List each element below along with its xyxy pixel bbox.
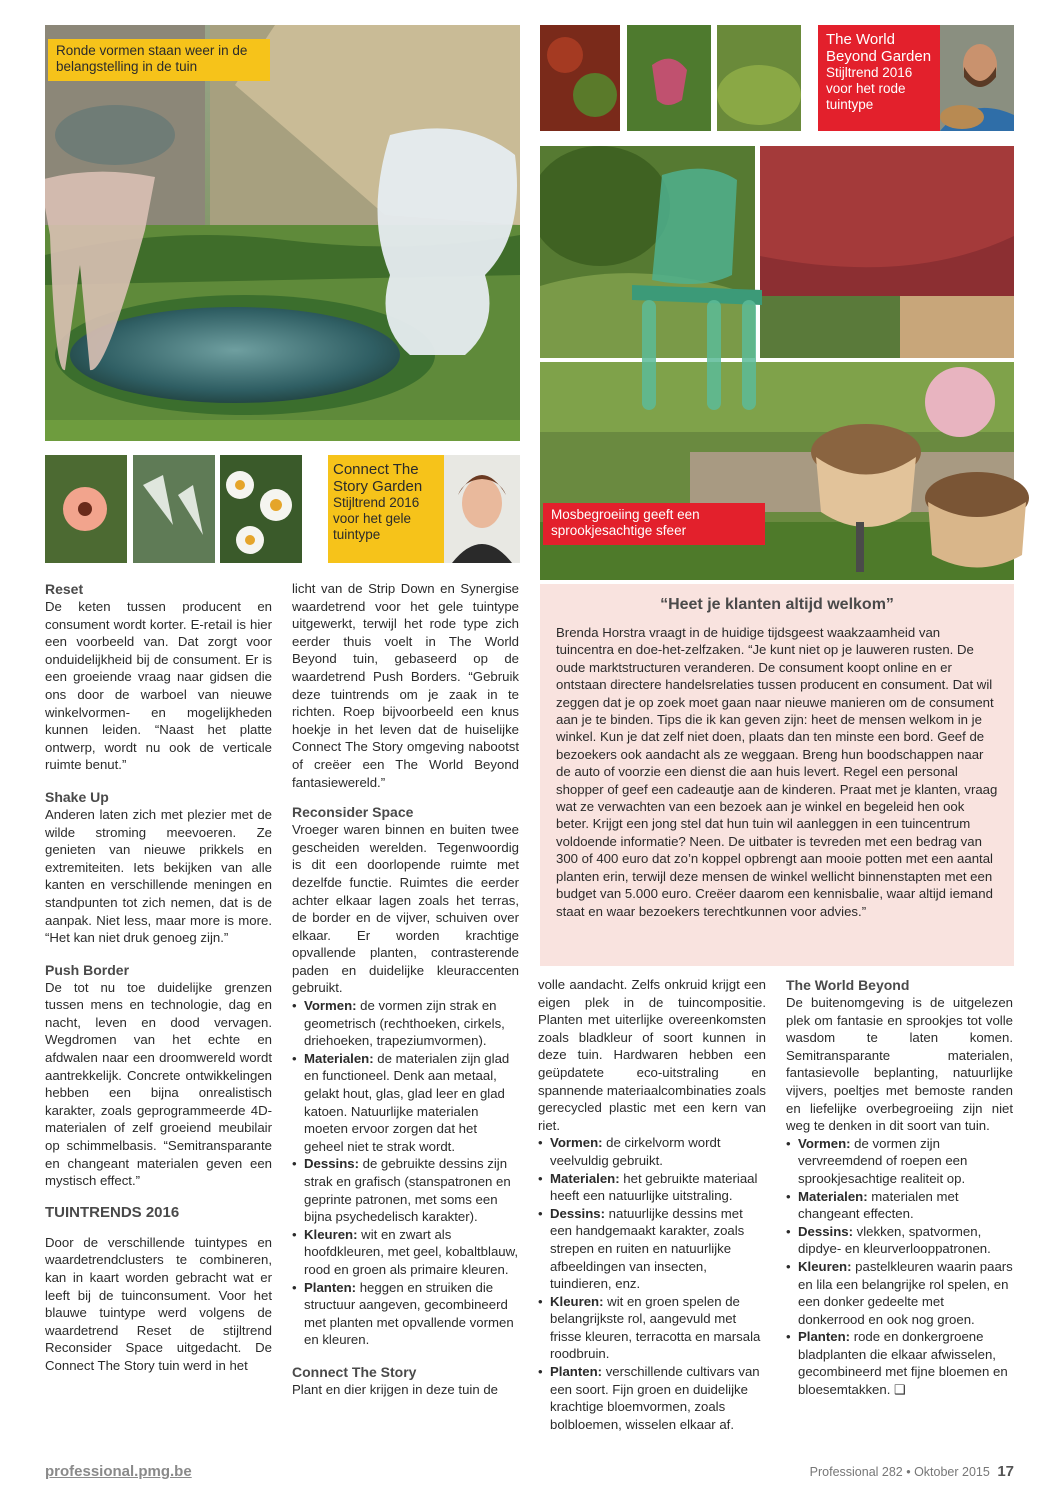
caption-round-shapes: Ronde vormen staan weer in de belangstelling in de tuin bbox=[48, 39, 270, 81]
list-item: • Materialen: de materialen zijn glad en functioneel. Denk aan metaal, gelakt hout, glas, glad leer en glad katoen. Natuurlijke materialen moeten ervoor zorgen dat het geheel niet te strak wordt. bbox=[292, 1050, 519, 1156]
connect-title: Connect The Story Garden bbox=[333, 461, 423, 495]
list-world-beyond bbox=[786, 1135, 1013, 1399]
list-item: • Vormen: de vormen zijn vervreemdend of roepen een sprookjesachtige realiteit op. bbox=[786, 1135, 1013, 1188]
para-col3-intro: volle aandacht. Zelfs onkruid krijgt een eigen plek in de tuincompositie. Planten met uiterlijke overeenkomsten zoals bladkleur of soort kunnen in deze tuin. Hardwaren hebben een geüpdatete eco-uitstraling en spannende materiaalcombinaties zoals gerecycled plastic met een kern van riet. bbox=[538, 977, 766, 1133]
heading-push-border: Push Border bbox=[45, 961, 130, 978]
heading-reset: Reset bbox=[45, 581, 84, 597]
column-1 bbox=[45, 580, 272, 1389]
flower-photo-white bbox=[133, 455, 215, 563]
list-reconsider-space bbox=[292, 997, 519, 1349]
portrait-woman bbox=[444, 455, 520, 563]
quote-title: “Heet je klanten altijd welkom” bbox=[660, 596, 894, 613]
heading-reconsider-space: Reconsider Space bbox=[292, 804, 414, 821]
flower-photo-daisies bbox=[220, 455, 302, 563]
footer-issue-text: Professional 282 • Oktober 2015 bbox=[809, 1465, 990, 1479]
list-item: • Vormen: de vormen zijn strak en geometrisch (rechthoeken, cirkels, driehoeken, trapeziumvormen). bbox=[292, 997, 519, 1050]
list-item: • Planten: rode en donkergroene bladplanten die elkaar afwisselen, gecombineerd met fijne bloemen en bloesemtakken. ❑ bbox=[786, 1328, 1013, 1398]
list-item: • Kleuren: pastelkleuren waarin paars en lila een belangrijke rol spelen, en een donker gedeelte met donkerrood en ook nog groen. bbox=[786, 1258, 1013, 1328]
para-push-border: De tot nu toe duidelijke grenzen tussen mens en technologie, dag en nacht, leven en dood vervagen. Wegdromen van het echte en afdwalen naar een droomwereld wordt aantrekkelijk. Concrete ontwikkelingen hebben een bijna onrealistisch karakter, zoals geprogrammeerde 4D-materialen of zelf groeiend meubilair op schimmelbasis. “Semitransparante en changeant materialen geven een mystisch effect.” bbox=[45, 979, 272, 1189]
para-world-beyond: De buitenomgeving is de uitgelezen plek om fantasie en sprookjes tot volle wasdom te laten komen. Semitransparante materialen, fantasievolle beplanting, natuurlijke vijvers, poeltjes met bemoste randen en liefelijke overbegroeiing zijn niet weg te denken in dit soort van tuin. bbox=[786, 995, 1013, 1134]
flower-photo-orange bbox=[45, 455, 127, 563]
para-col2-intro: licht van de Strip Down en Synergise waardetrend voor het gele tuintype uitgewerkt, terwijl het rode type zich eerder thuis voelt in The World Beyond tuin, gebaseerd op de waardetrend Push Borders. “Gebruik deze tuintrends om je zaak in te richten. Roep bijvoorbeeld een knus hoekje in het leven dat de huiselijke Connect The Story omgeving nabootst of creëer een The World Beyond fantasiewereld.” bbox=[292, 581, 519, 790]
column-4 bbox=[786, 976, 1013, 1407]
list-item: • Kleuren: wit en groen spelen de belangrijkste rol, aangevuld met frisse kleuren, terracotta en marsala roodbruin. bbox=[538, 1293, 766, 1363]
list-item: • Dessins: vlekken, spatvormen, dipdye- en kleurverlooppatronen. bbox=[786, 1223, 1013, 1258]
world-beyond-title: The World Beyond Garden bbox=[826, 31, 932, 65]
portrait-man-guitar bbox=[940, 25, 1014, 131]
fritillaria-photo bbox=[627, 25, 711, 131]
red-foliage-photo bbox=[540, 25, 620, 131]
para-connect-story: Plant en dier krijgen in deze tuin de bbox=[292, 1381, 499, 1397]
green-chair-image bbox=[612, 165, 782, 415]
footer-site-link[interactable]: professional.pmg.be bbox=[45, 1463, 192, 1480]
caption-connect-story bbox=[328, 455, 444, 563]
list-item: • Planten: heggen en struiken die structuur aangeven, gecombineerd met planten met opvallende vormen en kleuren. bbox=[292, 1279, 519, 1349]
heading-shake-up: Shake Up bbox=[45, 788, 109, 805]
mushroom-stool-image-2 bbox=[920, 470, 1034, 585]
quote-box bbox=[540, 584, 1014, 966]
connect-subtitle: Stijltrend 2016 voor het gele tuintype bbox=[333, 495, 420, 542]
list-item: • Materialen: het gebruikte materiaal heeft een natuurlijke uitstraling. bbox=[538, 1170, 766, 1205]
list-item: • Kleuren: wit en zwart als hoofdkleuren, met geel, kobaltblauw, rood en groen als primaire kleuren. bbox=[292, 1226, 519, 1279]
quote-body: Brenda Horstra vraagt in de huidige tijdsgeest waakzaamheid van tuincentra en doe-het-zelfzaken. “Je kunt niet op je lauweren rusten. De oude marktstructuren veranderen. De consument koopt online en er ontstaan directere handelsrelaties tussen producent en consument. Dat wil zeggen dat je op zoek moet gaan naar nieuwe manieren om de consument aan je te binden. Tips die ik kan geven zijn: heet de mensen welkom in je winkel. Kun je dat zelf niet doen, plaats dan ten minste een bord. Geef de bezoekers ook aandacht als ze weggaan. Breng hun boodschappen naar de auto of voorzie een dienst die aan huis levert. Regel een personal shopper of geef een cadeautje aan de kinderen. Praat met je klanten, vraag wat ze verwachten van een bezoek aan je winkel en begeleid hen ook beter. Krijgt een jong stel dat hun tuin wil aanleggen in een tuincentrum voldoende informatie? Neen. De uitbater is tevreden met een bedrag van 300 of 400 euro dat zo’n koppel opbrengt aan mooie potten met een aantal planten erin, terwijl deze mensen de winkel wellicht binnenstapten met een budget van 5.000 euro. Creëer daarom een kennisbalie, waar altijd iemand staat en waar bezoekers terechtkunnen voor advies.” bbox=[556, 625, 998, 919]
world-beyond-subtitle: Stijltrend 2016 voor het rode tuintype bbox=[826, 65, 913, 112]
page-number: 17 bbox=[997, 1463, 1014, 1480]
column-2 bbox=[292, 580, 519, 1413]
list-item: • Dessins: natuurlijke dessins met een handgemaakt karakter, zoals strepen en ruiten en natuurlijke afbeeldingen van insecten, tuindieren, enz. bbox=[538, 1205, 766, 1293]
caption-moss: Mosbegroeiing geeft een sprookjesachtige sfeer bbox=[543, 503, 765, 545]
caption-world-beyond bbox=[818, 25, 940, 131]
mushroom-stool-image-1 bbox=[806, 422, 926, 572]
list-item: • Vormen: de cirkelvorm wordt veelvuldig gebruikt. bbox=[538, 1134, 766, 1169]
para-reconsider-space: Vroeger waren binnen en buiten twee gescheiden werelden. Tegenwoordig is dit een doorlopende ruimte met dezelfde functie. Ruimtes die eerder achter elkaar lagen zoals het terras, de border en de vijver, schuiven over elkaar. Er worden krachtige opvallende planten, contrasterende paden en duidelijke kleuraccenten gebruikt. bbox=[292, 822, 519, 996]
list-item: • Materialen: materialen met changeant effecten. bbox=[786, 1188, 1013, 1223]
garden-pond-photo bbox=[45, 25, 520, 441]
heading-connect-story: Connect The Story bbox=[292, 1363, 417, 1380]
column-3 bbox=[538, 976, 766, 1441]
list-item: • Planten: verschillende cultivars van een soort. Fijn groen en duidelijke krachtige bloemvormen, zoals bolbloemen, wisselen elkaar af. bbox=[538, 1363, 766, 1433]
heading-tuintrends: TUINTRENDS 2016 bbox=[45, 1203, 180, 1221]
para-reset: De keten tussen producent en consument wordt korter. E-retail is hier een voorbeeld van. Dat zorgt voor onduidelijkheid bij de consument. Er is een groeiende vraag naar gidsen die ons door de warboel van nieuwe winkelvormen- en mogelijkheden kunnen leiden. “Naast het platte ontwerp, wordt nu ook de verticale ruimte benut.” bbox=[45, 599, 272, 773]
heading-world-beyond: The World Beyond bbox=[786, 977, 910, 993]
moss-garden-photo bbox=[717, 25, 801, 131]
para-tuintrends: Door de verschillende tuintypes en waardetrendclusters te combineren, kan in kaart worden gebracht wat er leeft bij de tuinconsument. Voor het blauwe tuintype werd volgens de waardetrend Reset de stijltrend Reconsider Space uitgedacht. De Connect The Story tuin werd in het bbox=[45, 1234, 272, 1373]
list-connect-story bbox=[538, 1134, 766, 1433]
red-maple-photo bbox=[760, 146, 1014, 358]
footer-issue bbox=[810, 1463, 1014, 1480]
list-item: • Dessins: de gebruikte dessins zijn strak en grafisch (stanspatronen en geprinte patronen, met soms een bijna psychedelisch karakter). bbox=[292, 1155, 519, 1225]
para-shake-up: Anderen laten zich met plezier met de wilde stroming meevoeren. Ze genieten van nieuwe prikkels en extremiteiten. Iets bekijken van alle kanten en verschillende meningen en standpunten tot zich nemen, dat is de aanpak. Niet less, maar more is more. “Het kan niet druk genoeg zijn.” bbox=[45, 806, 272, 946]
